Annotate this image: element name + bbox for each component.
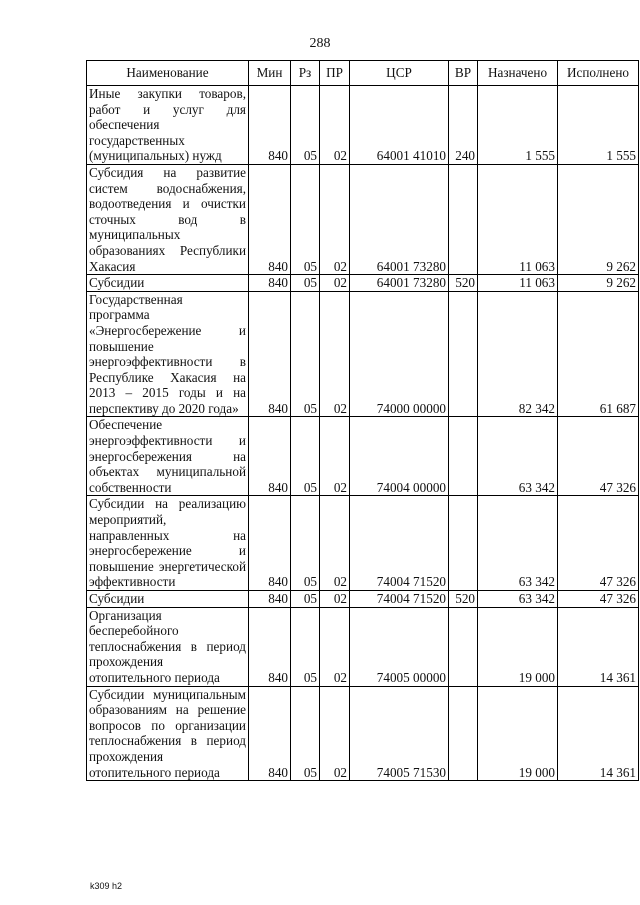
row-rz: 05: [291, 686, 320, 781]
row-assigned: 19 000: [478, 686, 558, 781]
table-row: [87, 291, 639, 417]
table-row: [87, 164, 639, 274]
row-rz: 05: [291, 275, 320, 292]
table-row: [87, 86, 639, 165]
row-name: Субсидии: [87, 591, 249, 608]
row-executed: 14 361: [558, 607, 639, 686]
page-number: 288: [309, 36, 331, 51]
row-rz: 05: [291, 591, 320, 608]
row-name: Иные закупки товаров, работ и услуг для обеспечения государственных (муниципальных) нужд: [87, 86, 249, 165]
row-pr: 02: [320, 591, 350, 608]
header-csr: ЦСР: [350, 61, 449, 86]
row-name: Обеспечение энергоэффективности и энергосбережения на объектах муниципальной собственности: [87, 417, 249, 496]
row-rz: 05: [291, 86, 320, 165]
row-rz: 05: [291, 496, 320, 591]
row-name: Государственная программа «Энергосбережение и повышение энергоэффективности в Республике Хакасия на 2013 – 2015 годы и на перспективу до 2020 года»: [87, 291, 249, 417]
table-row: [87, 607, 639, 686]
header-rz: Рз: [291, 61, 320, 86]
row-pr: 02: [320, 607, 350, 686]
row-vr: [449, 164, 478, 274]
row-rz: 05: [291, 417, 320, 496]
row-csr: 64001 73280: [350, 275, 449, 292]
row-min: 840: [249, 686, 291, 781]
row-pr: 02: [320, 164, 350, 274]
row-pr: 02: [320, 417, 350, 496]
table-row: [87, 417, 639, 496]
row-pr: 02: [320, 496, 350, 591]
row-vr: [449, 291, 478, 417]
row-assigned: 63 342: [478, 417, 558, 496]
row-assigned: 11 063: [478, 164, 558, 274]
row-vr: [449, 417, 478, 496]
row-executed: 1 555: [558, 86, 639, 165]
row-min: 840: [249, 164, 291, 274]
row-min: 840: [249, 607, 291, 686]
header-name: Наименование: [87, 61, 249, 86]
table-header-row: [87, 61, 639, 86]
row-csr: 74004 00000: [350, 417, 449, 496]
row-min: 840: [249, 291, 291, 417]
row-csr: 74005 00000: [350, 607, 449, 686]
header-vr: ВР: [449, 61, 478, 86]
row-assigned: 1 555: [478, 86, 558, 165]
row-executed: 14 361: [558, 686, 639, 781]
row-csr: 74004 71520: [350, 591, 449, 608]
row-executed: 61 687: [558, 291, 639, 417]
row-name: Субсидии на реализацию мероприятий, направленных на энергосбережение и повышение энергетической эффективности: [87, 496, 249, 591]
row-assigned: 82 342: [478, 291, 558, 417]
row-executed: 47 326: [558, 496, 639, 591]
row-executed: 9 262: [558, 164, 639, 274]
row-csr: 64001 41010: [350, 86, 449, 165]
row-csr: 74004 71520: [350, 496, 449, 591]
budget-table: [86, 60, 639, 781]
row-executed: 47 326: [558, 417, 639, 496]
row-pr: 02: [320, 86, 350, 165]
table-row: [87, 496, 639, 591]
row-csr: 74005 71530: [350, 686, 449, 781]
row-rz: 05: [291, 164, 320, 274]
table-row: [87, 686, 639, 781]
row-vr: [449, 686, 478, 781]
footer-code: k309 h2: [90, 881, 123, 891]
row-min: 840: [249, 417, 291, 496]
row-pr: 02: [320, 291, 350, 417]
header-min: Мин: [249, 61, 291, 86]
row-csr: 64001 73280: [350, 164, 449, 274]
row-name: Организация бесперебойного теплоснабжения в период прохождения отопительного периода: [87, 607, 249, 686]
table-row: [87, 591, 639, 608]
table-row: [87, 275, 639, 292]
row-csr: 74000 00000: [350, 291, 449, 417]
row-min: 840: [249, 86, 291, 165]
row-pr: 02: [320, 275, 350, 292]
row-vr: [449, 496, 478, 591]
row-pr: 02: [320, 686, 350, 781]
row-min: 840: [249, 591, 291, 608]
header-assigned: Назначено: [478, 61, 558, 86]
row-rz: 05: [291, 291, 320, 417]
row-name: Субсидии муниципальным образованиям на решение вопросов по организации теплоснабжения в период прохождения отопительного периода: [87, 686, 249, 781]
row-vr: [449, 607, 478, 686]
header-pr: ПР: [320, 61, 350, 86]
row-assigned: 63 342: [478, 591, 558, 608]
row-executed: 9 262: [558, 275, 639, 292]
row-vr: 520: [449, 591, 478, 608]
row-executed: 47 326: [558, 591, 639, 608]
row-vr: 240: [449, 86, 478, 165]
row-assigned: 19 000: [478, 607, 558, 686]
row-name: Субсидии: [87, 275, 249, 292]
row-min: 840: [249, 275, 291, 292]
row-vr: 520: [449, 275, 478, 292]
row-name: Субсидия на развитие систем водоснабжения, водоотведения и очистки сточных вод в муниципальных образованиях Республики Хакасия: [87, 164, 249, 274]
header-executed: Исполнено: [558, 61, 639, 86]
row-assigned: 63 342: [478, 496, 558, 591]
row-assigned: 11 063: [478, 275, 558, 292]
row-min: 840: [249, 496, 291, 591]
row-rz: 05: [291, 607, 320, 686]
